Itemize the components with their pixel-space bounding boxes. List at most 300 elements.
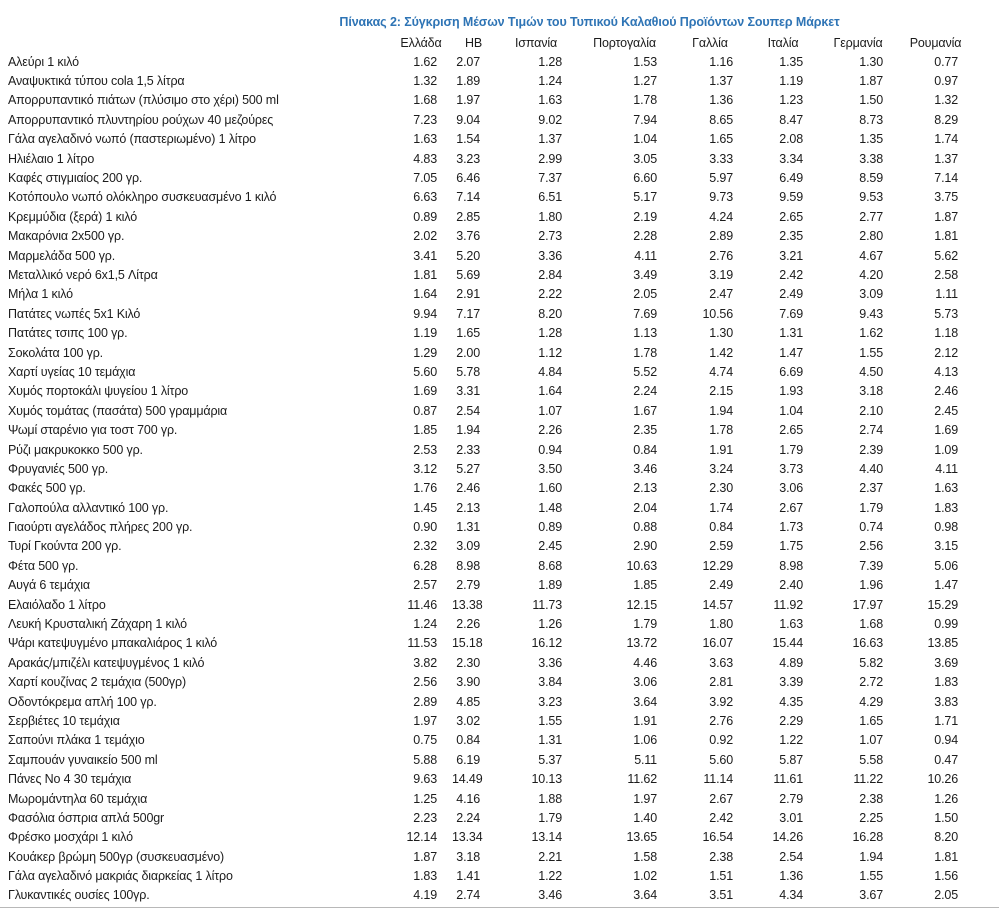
price-value: 16.12 bbox=[531, 636, 562, 651]
price-value: 1.69 bbox=[413, 384, 437, 399]
price-value: 11.53 bbox=[407, 636, 437, 651]
table-row bbox=[8, 731, 973, 750]
price-value: 3.46 bbox=[538, 888, 562, 903]
price-value: 5.20 bbox=[456, 248, 480, 263]
price-value: 2.05 bbox=[633, 287, 657, 302]
product-name: Μακαρόνια 2x500 γρ. bbox=[8, 229, 125, 244]
price-value: 1.41 bbox=[456, 869, 480, 884]
price-value: 1.45 bbox=[413, 500, 437, 515]
product-name: Αναψυκτικά τύπου cola 1,5 λίτρα bbox=[8, 74, 185, 89]
price-value: 7.17 bbox=[456, 306, 480, 321]
price-value: 2.90 bbox=[633, 539, 657, 554]
price-value: 2.47 bbox=[709, 287, 733, 302]
price-value: 4.19 bbox=[413, 888, 437, 903]
price-value: 1.30 bbox=[709, 326, 733, 341]
price-value: 2.49 bbox=[709, 578, 733, 593]
price-value: 1.55 bbox=[859, 345, 883, 360]
price-value: 6.28 bbox=[413, 558, 437, 573]
price-value: 2.37 bbox=[859, 481, 883, 496]
price-value: 3.51 bbox=[709, 888, 733, 903]
price-value: 1.48 bbox=[538, 500, 562, 515]
price-value: 15.29 bbox=[927, 597, 958, 612]
price-value: 1.76 bbox=[413, 481, 437, 496]
price-value: 3.34 bbox=[779, 151, 803, 166]
price-value: 0.77 bbox=[934, 54, 958, 69]
table-row bbox=[8, 440, 973, 459]
table-row bbox=[8, 711, 973, 730]
price-value: 1.19 bbox=[413, 326, 437, 341]
price-value: 1.65 bbox=[859, 713, 883, 728]
price-value: 5.62 bbox=[934, 248, 958, 263]
price-value: 1.75 bbox=[779, 539, 803, 554]
price-value: 6.49 bbox=[779, 171, 803, 186]
price-value: 3.21 bbox=[779, 248, 803, 263]
price-value: 16.63 bbox=[852, 636, 883, 651]
table-row bbox=[8, 110, 973, 129]
price-value: 3.06 bbox=[633, 675, 657, 690]
price-comparison-table bbox=[8, 29, 973, 905]
price-value: 1.62 bbox=[413, 54, 437, 69]
price-value: 5.11 bbox=[634, 752, 657, 767]
price-value: 1.78 bbox=[709, 423, 733, 438]
price-value: 13.65 bbox=[626, 830, 657, 845]
price-value: 1.26 bbox=[538, 617, 562, 632]
price-value: 1.07 bbox=[859, 733, 883, 748]
price-value: 9.53 bbox=[859, 190, 883, 205]
price-value: 2.32 bbox=[413, 539, 437, 554]
price-value: 2.29 bbox=[779, 713, 803, 728]
price-value: 2.67 bbox=[779, 500, 803, 515]
price-value: 3.82 bbox=[413, 655, 437, 670]
price-value: 2.39 bbox=[859, 442, 883, 457]
price-value: 1.71 bbox=[934, 713, 958, 728]
price-value: 1.93 bbox=[779, 384, 803, 399]
price-value: 2.35 bbox=[779, 229, 803, 244]
price-value: 2.49 bbox=[779, 287, 803, 302]
price-value: 11.14 bbox=[703, 772, 733, 787]
price-value: 1.58 bbox=[633, 849, 657, 864]
price-value: 2.07 bbox=[456, 54, 480, 69]
price-value: 14.26 bbox=[772, 830, 803, 845]
price-value: 2.19 bbox=[633, 209, 657, 224]
price-value: 1.42 bbox=[709, 345, 733, 360]
product-name: Γιαούρτι αγελάδος πλήρες 200 γρ. bbox=[8, 520, 193, 535]
price-value: 1.60 bbox=[538, 481, 562, 496]
price-value: 4.24 bbox=[709, 209, 733, 224]
price-value: 1.24 bbox=[538, 74, 562, 89]
price-value: 3.46 bbox=[633, 461, 657, 476]
price-value: 2.74 bbox=[859, 423, 883, 438]
price-value: 6.60 bbox=[633, 171, 657, 186]
price-value: 1.65 bbox=[709, 132, 733, 147]
price-value: 2.46 bbox=[934, 384, 958, 399]
price-value: 1.91 bbox=[709, 442, 733, 457]
price-value: 3.49 bbox=[633, 267, 657, 282]
price-value: 1.47 bbox=[779, 345, 803, 360]
table-row bbox=[8, 692, 973, 711]
price-value: 1.79 bbox=[633, 617, 657, 632]
price-value: 1.83 bbox=[934, 675, 958, 690]
product-name: Σαπούνι πλάκα 1 τεμάχιο bbox=[8, 733, 145, 748]
product-name: Πατάτες τσιπς 100 γρ. bbox=[8, 326, 128, 341]
price-value: 7.94 bbox=[633, 112, 657, 127]
price-value: 1.94 bbox=[456, 423, 480, 438]
price-value: 2.67 bbox=[709, 791, 733, 806]
price-value: 0.97 bbox=[934, 74, 958, 89]
price-value: 1.73 bbox=[779, 520, 803, 535]
price-value: 1.31 bbox=[779, 326, 803, 341]
price-value: 1.97 bbox=[633, 791, 657, 806]
table-row bbox=[8, 207, 973, 226]
product-name: Οδοντόκρεμα απλή 100 γρ. bbox=[8, 694, 157, 709]
table-row bbox=[8, 789, 973, 808]
product-name: Χαρτί υγείας 10 τεμάχια bbox=[8, 364, 136, 379]
price-value: 3.36 bbox=[538, 248, 562, 263]
table-row bbox=[8, 517, 973, 536]
price-value: 6.63 bbox=[413, 190, 437, 205]
price-value: 1.51 bbox=[709, 869, 733, 884]
price-value: 3.05 bbox=[633, 151, 657, 166]
price-value: 2.28 bbox=[633, 229, 657, 244]
price-value: 1.22 bbox=[779, 733, 803, 748]
price-value: 2.85 bbox=[456, 209, 480, 224]
price-value: 13.14 bbox=[531, 830, 562, 845]
price-value: 4.40 bbox=[859, 461, 883, 476]
bottom-rule bbox=[0, 907, 999, 908]
price-value: 3.23 bbox=[538, 694, 562, 709]
price-value: 4.29 bbox=[859, 694, 883, 709]
price-value: 3.18 bbox=[859, 384, 883, 399]
price-value: 4.85 bbox=[456, 694, 480, 709]
table-row bbox=[8, 52, 973, 71]
price-value: 7.39 bbox=[859, 558, 883, 573]
price-value: 6.69 bbox=[779, 364, 803, 379]
table-row bbox=[8, 673, 973, 692]
document-title-row bbox=[180, 0, 999, 29]
price-value: 1.31 bbox=[456, 520, 480, 535]
product-name: Γαλοπούλα αλλαντικό 100 γρ. bbox=[8, 500, 169, 515]
price-value: 1.28 bbox=[538, 54, 562, 69]
price-value: 9.02 bbox=[538, 112, 562, 127]
price-value: 1.31 bbox=[538, 733, 562, 748]
table-title: Πίνακας 2: Σύγκριση Μέσων Τιμών του Τυπικού Καλαθιού Προϊόντων Σουπερ Μάρκετ bbox=[339, 15, 840, 29]
price-value: 3.50 bbox=[538, 461, 562, 476]
product-name: Ελαιόλαδο 1 λίτρο bbox=[8, 597, 106, 612]
price-value: 3.38 bbox=[859, 151, 883, 166]
price-value: 11.22 bbox=[853, 772, 883, 787]
price-value: 1.80 bbox=[709, 617, 733, 632]
price-value: 1.24 bbox=[413, 617, 437, 632]
price-value: 1.16 bbox=[709, 54, 733, 69]
price-value: 1.18 bbox=[934, 326, 958, 341]
price-value: 2.30 bbox=[709, 481, 733, 496]
price-value: 3.06 bbox=[779, 481, 803, 496]
table-row bbox=[8, 634, 973, 653]
price-value: 1.80 bbox=[538, 209, 562, 224]
price-value: 3.63 bbox=[709, 655, 733, 670]
price-value: 2.59 bbox=[709, 539, 733, 554]
price-value: 2.72 bbox=[859, 675, 883, 690]
price-value: 3.76 bbox=[456, 229, 480, 244]
price-value: 0.75 bbox=[413, 733, 437, 748]
price-value: 2.65 bbox=[779, 423, 803, 438]
product-name: Πάνες Νο 4 30 τεμάχια bbox=[8, 772, 132, 787]
price-value: 2.22 bbox=[538, 287, 562, 302]
price-value: 12.29 bbox=[702, 558, 733, 573]
price-value: 14.49 bbox=[452, 772, 483, 787]
price-value: 1.85 bbox=[633, 578, 657, 593]
price-value: 1.63 bbox=[779, 617, 803, 632]
price-value: 5.97 bbox=[709, 171, 733, 186]
table-row bbox=[8, 498, 973, 517]
price-value: 2.23 bbox=[413, 810, 437, 825]
table-row bbox=[8, 343, 973, 362]
price-value: 2.45 bbox=[934, 403, 958, 418]
price-value: 3.15 bbox=[934, 539, 958, 554]
price-value: 1.28 bbox=[538, 326, 562, 341]
price-value: 1.83 bbox=[413, 869, 437, 884]
price-value: 1.56 bbox=[934, 869, 958, 884]
price-value: 3.18 bbox=[456, 849, 480, 864]
table-row bbox=[8, 285, 973, 304]
price-value: 5.73 bbox=[934, 306, 958, 321]
price-value: 5.27 bbox=[456, 461, 480, 476]
price-value: 4.83 bbox=[413, 151, 437, 166]
price-value: 1.74 bbox=[709, 500, 733, 515]
price-value: 1.32 bbox=[413, 74, 437, 89]
price-value: 3.12 bbox=[413, 461, 437, 476]
price-value: 3.39 bbox=[779, 675, 803, 690]
price-value: 13.72 bbox=[626, 636, 657, 651]
price-value: 1.30 bbox=[859, 54, 883, 69]
price-value: 2.25 bbox=[859, 810, 883, 825]
price-value: 1.22 bbox=[538, 869, 562, 884]
price-value: 5.06 bbox=[934, 558, 958, 573]
price-value: 15.18 bbox=[452, 636, 483, 651]
price-value: 4.46 bbox=[633, 655, 657, 670]
price-value: 2.24 bbox=[456, 810, 480, 825]
price-value: 3.83 bbox=[934, 694, 958, 709]
price-value: 2.99 bbox=[538, 151, 562, 166]
price-value: 1.36 bbox=[779, 869, 803, 884]
price-value: 2.04 bbox=[633, 500, 657, 515]
price-value: 1.63 bbox=[538, 93, 562, 108]
price-value: 1.37 bbox=[934, 151, 958, 166]
price-value: 1.81 bbox=[934, 229, 958, 244]
price-value: 2.21 bbox=[538, 849, 562, 864]
price-value: 3.33 bbox=[709, 151, 733, 166]
table-header bbox=[8, 29, 973, 52]
price-value: 3.23 bbox=[456, 151, 480, 166]
price-value: 0.94 bbox=[934, 733, 958, 748]
price-value: 0.90 bbox=[413, 520, 437, 535]
price-value: 5.52 bbox=[633, 364, 657, 379]
price-value: 2.80 bbox=[859, 229, 883, 244]
table-body bbox=[8, 52, 973, 905]
product-name: Απορρυπαντικό πιάτων (πλύσιμο στο χέρι) 500 ml bbox=[8, 93, 279, 108]
table-row bbox=[8, 866, 973, 885]
price-value: 1.37 bbox=[709, 74, 733, 89]
price-value: 8.20 bbox=[934, 830, 958, 845]
price-value: 1.81 bbox=[934, 849, 958, 864]
price-value: 10.26 bbox=[927, 772, 958, 787]
product-name: Σοκολάτα 100 γρ. bbox=[8, 345, 103, 360]
price-value: 16.28 bbox=[852, 830, 883, 845]
product-name: Φασόλια όσπρια απλά 500gr bbox=[8, 810, 165, 825]
product-name: Μωρομάντηλα 60 τεμάχια bbox=[8, 791, 148, 806]
price-value: 14.57 bbox=[702, 597, 733, 612]
price-value: 3.09 bbox=[456, 539, 480, 554]
product-name: Απορρυπαντικό πλυντηρίου ρούχων 40 μεζούρες bbox=[8, 112, 274, 127]
price-value: 8.59 bbox=[859, 171, 883, 186]
price-value: 8.98 bbox=[456, 558, 480, 573]
price-value: 8.47 bbox=[779, 112, 803, 127]
price-value: 5.88 bbox=[413, 752, 437, 767]
price-value: 1.09 bbox=[934, 442, 958, 457]
price-value: 3.75 bbox=[934, 190, 958, 205]
table-row bbox=[8, 576, 973, 595]
price-value: 12.14 bbox=[406, 830, 437, 845]
price-value: 1.04 bbox=[779, 403, 803, 418]
header-row bbox=[8, 29, 973, 52]
price-value: 16.54 bbox=[702, 830, 733, 845]
price-value: 2.73 bbox=[538, 229, 562, 244]
price-value: 1.19 bbox=[779, 74, 803, 89]
price-value: 1.50 bbox=[859, 93, 883, 108]
price-value: 2.15 bbox=[709, 384, 733, 399]
product-name: Μεταλλικό νερό 6x1,5 Λίτρα bbox=[8, 267, 158, 282]
price-value: 2.02 bbox=[413, 229, 437, 244]
table-row bbox=[8, 71, 973, 90]
price-value: 2.79 bbox=[779, 791, 803, 806]
price-value: 7.05 bbox=[413, 171, 437, 186]
table-row bbox=[8, 595, 973, 614]
price-value: 1.83 bbox=[934, 500, 958, 515]
product-name: Καφές στιγμιαίος 200 γρ. bbox=[8, 171, 143, 186]
price-value: 12.15 bbox=[626, 597, 657, 612]
price-value: 5.78 bbox=[456, 364, 480, 379]
column-header-country: ΗΒ bbox=[464, 36, 483, 50]
price-value: 2.46 bbox=[456, 481, 480, 496]
product-name: Ρύζι μακρυκοκκο 500 γρ. bbox=[8, 442, 143, 457]
product-name: Γάλα αγελαδινό μακριάς διαρκείας 1 λίτρο bbox=[8, 869, 233, 884]
price-value: 0.99 bbox=[934, 617, 958, 632]
price-value: 13.34 bbox=[452, 830, 483, 845]
price-value: 1.54 bbox=[456, 132, 480, 147]
price-value: 1.79 bbox=[779, 442, 803, 457]
column-header-country: Ελλάδα bbox=[400, 36, 442, 50]
price-value: 1.04 bbox=[633, 132, 657, 147]
price-value: 3.84 bbox=[538, 675, 562, 690]
product-name: Φρυγανιές 500 γρ. bbox=[8, 461, 109, 476]
price-value: 1.68 bbox=[413, 93, 437, 108]
table-row bbox=[8, 149, 973, 168]
price-value: 16.07 bbox=[702, 636, 733, 651]
price-value: 1.87 bbox=[859, 74, 883, 89]
price-value: 11.61 bbox=[773, 772, 803, 787]
product-name: Χαρτί κουζίνας 2 τεμάχια (500γρ) bbox=[8, 675, 186, 690]
price-value: 1.02 bbox=[633, 869, 657, 884]
price-value: 1.35 bbox=[859, 132, 883, 147]
price-value: 1.40 bbox=[633, 810, 657, 825]
price-value: 2.54 bbox=[779, 849, 803, 864]
price-value: 0.74 bbox=[859, 520, 883, 535]
price-value: 3.19 bbox=[709, 267, 733, 282]
price-value: 5.37 bbox=[538, 752, 562, 767]
price-value: 4.74 bbox=[709, 364, 733, 379]
table-row bbox=[8, 537, 973, 556]
price-value: 9.63 bbox=[413, 772, 437, 787]
price-value: 2.05 bbox=[934, 888, 958, 903]
price-value: 4.50 bbox=[859, 364, 883, 379]
price-value: 2.91 bbox=[456, 287, 480, 302]
table-row bbox=[8, 556, 973, 575]
price-value: 1.13 bbox=[633, 326, 657, 341]
price-value: 0.84 bbox=[633, 442, 657, 457]
price-value: 3.64 bbox=[633, 694, 657, 709]
price-value: 2.45 bbox=[538, 539, 562, 554]
price-value: 2.26 bbox=[456, 617, 480, 632]
price-value: 11.46 bbox=[407, 597, 437, 612]
price-value: 2.74 bbox=[456, 888, 480, 903]
price-value: 1.65 bbox=[456, 326, 480, 341]
table-row bbox=[8, 479, 973, 498]
price-value: 2.33 bbox=[456, 442, 480, 457]
price-value: 1.96 bbox=[859, 578, 883, 593]
price-value: 2.13 bbox=[633, 481, 657, 496]
table-row bbox=[8, 420, 973, 439]
price-value: 4.13 bbox=[934, 364, 958, 379]
product-name: Γλυκαντικές ουσίες 100γρ. bbox=[8, 888, 150, 903]
price-value: 3.09 bbox=[859, 287, 883, 302]
price-value: 6.19 bbox=[456, 752, 480, 767]
price-value: 1.29 bbox=[413, 345, 437, 360]
product-name: Χυμός τομάτας (πασάτα) 500 γραμμάρια bbox=[8, 403, 228, 418]
product-name: Μήλα 1 κιλό bbox=[8, 287, 73, 302]
price-value: 8.73 bbox=[859, 112, 883, 127]
price-value: 3.67 bbox=[859, 888, 883, 903]
price-value: 1.27 bbox=[633, 74, 657, 89]
table-row bbox=[8, 362, 973, 381]
price-value: 7.37 bbox=[538, 171, 562, 186]
table-row bbox=[8, 750, 973, 769]
price-value: 2.38 bbox=[859, 791, 883, 806]
price-value: 11.73 bbox=[532, 597, 562, 612]
price-value: 1.78 bbox=[633, 345, 657, 360]
price-value: 1.94 bbox=[859, 849, 883, 864]
price-value: 2.57 bbox=[413, 578, 437, 593]
price-value: 2.53 bbox=[413, 442, 437, 457]
price-value: 3.69 bbox=[934, 655, 958, 670]
price-value: 1.68 bbox=[859, 617, 883, 632]
price-value: 1.36 bbox=[709, 93, 733, 108]
column-header-country: Ρουμανία bbox=[909, 36, 962, 50]
column-header-country: Ιταλία bbox=[767, 36, 799, 50]
price-value: 1.63 bbox=[413, 132, 437, 147]
price-value: 3.73 bbox=[779, 461, 803, 476]
price-value: 7.69 bbox=[633, 306, 657, 321]
price-value: 1.87 bbox=[934, 209, 958, 224]
table-row bbox=[8, 614, 973, 633]
price-value: 3.01 bbox=[779, 810, 803, 825]
price-value: 9.59 bbox=[779, 190, 803, 205]
price-value: 11.92 bbox=[773, 597, 803, 612]
price-value: 0.84 bbox=[709, 520, 733, 535]
price-value: 2.08 bbox=[779, 132, 803, 147]
price-value: 4.67 bbox=[859, 248, 883, 263]
price-value: 9.94 bbox=[413, 306, 437, 321]
price-value: 5.60 bbox=[709, 752, 733, 767]
